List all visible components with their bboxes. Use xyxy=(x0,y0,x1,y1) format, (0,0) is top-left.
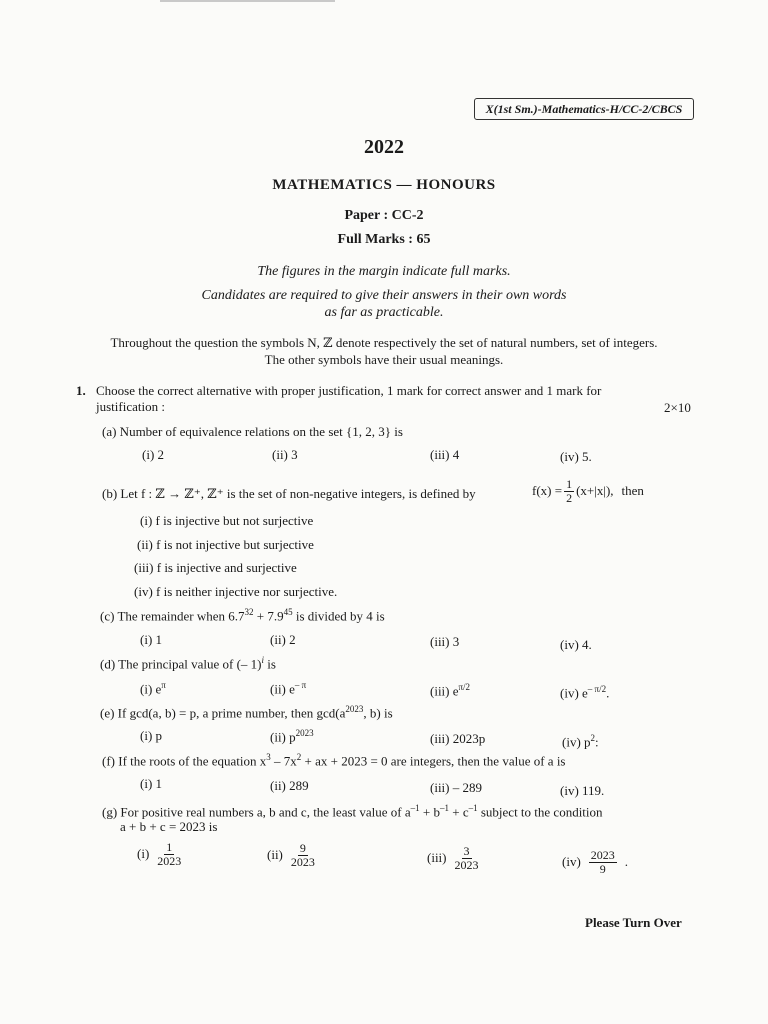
part-e-option-4 xyxy=(562,733,599,750)
part-b-option-4: (iv) f is neither injective nor surjective. xyxy=(134,584,338,599)
part-g-exp2: –1 xyxy=(440,803,449,813)
part-g-option-1-prefix: (i) xyxy=(137,846,150,862)
formula-then: then xyxy=(621,483,644,499)
exam-year: 2022 xyxy=(364,136,404,158)
formula-lhs: f(x) = xyxy=(532,483,563,499)
part-d-option-3-exp: π/2 xyxy=(458,682,471,692)
notation-note-2: The other symbols have their usual meanings. xyxy=(264,352,504,367)
part-g-option-1-num: 1 xyxy=(166,840,173,854)
part-g-option-4 xyxy=(562,849,628,875)
part-e-option-1: (i) p xyxy=(140,728,163,743)
question-stem-line-2: justification : xyxy=(96,399,165,414)
part-b-formula xyxy=(532,478,644,504)
part-c-option-4: (iv) 4. xyxy=(560,637,592,652)
part-g-option-4-num: 2023 xyxy=(590,848,615,862)
part-g-option-4-den: 9 xyxy=(599,861,606,876)
part-e-text xyxy=(100,704,393,721)
part-c-text xyxy=(100,607,385,624)
part-f-text xyxy=(102,752,566,769)
part-g-option-3-fraction xyxy=(455,845,479,871)
part-d-option-4 xyxy=(560,684,609,701)
part-d-option-1-base: (i) e xyxy=(140,681,162,697)
part-e-exp: 2023 xyxy=(345,704,364,714)
part-g-option-2-fraction xyxy=(291,842,315,868)
part-g-option-1-den: 2023 xyxy=(157,853,182,868)
part-e-option-2 xyxy=(270,728,314,745)
part-e-option-2-base: (ii) p xyxy=(270,729,296,745)
instruction-line-2: Candidates are required to give their answers in their own words xyxy=(201,288,567,303)
part-g-option-4-fraction xyxy=(589,849,617,875)
part-g-exp3: –1 xyxy=(468,803,478,813)
part-g-option-3-num: 3 xyxy=(463,844,470,858)
part-g-option-3-prefix: (iii) xyxy=(427,850,447,866)
part-e-option-4-base: (iv) p xyxy=(562,734,591,750)
part-a-option-1: (i) 2 xyxy=(142,447,165,462)
part-c-option-3: (iii) 3 xyxy=(430,634,460,649)
part-d-option-4-tail: . xyxy=(606,685,610,701)
part-g-label-c: + c xyxy=(449,804,469,820)
part-g-text xyxy=(102,803,603,820)
part-a-option-4: (iv) 5. xyxy=(560,449,592,464)
part-f-exp2: 2 xyxy=(296,752,302,762)
part-b-option-2: (ii) f is not injective but surjective xyxy=(137,537,314,552)
part-e-option-2-exp: 2023 xyxy=(295,728,314,738)
part-e-option-3: (iii) 2023p xyxy=(430,731,486,746)
part-g-line-2: a + b + c = 2023 is xyxy=(120,819,218,834)
part-b-option-3: (iii) f is injective and surjective xyxy=(134,560,297,575)
part-a-text: (a) Number of equivalence relations on the set {1, 2, 3} is xyxy=(102,424,403,439)
part-g-option-4-tail: . xyxy=(624,854,629,870)
part-f-option-3: (iii) – 289 xyxy=(430,780,482,795)
part-a-option-3: (iii) 4 xyxy=(430,447,460,462)
paper-label: Paper : CC-2 xyxy=(344,208,424,223)
part-f-label-a: (f) If the roots of the equation x xyxy=(102,753,267,769)
part-c-tail: is divided by 4 is xyxy=(292,608,385,624)
please-turn-over: Please Turn Over xyxy=(585,915,682,930)
part-f-option-1: (i) 1 xyxy=(140,776,163,791)
instruction-line-3: as far as practicable. xyxy=(324,305,444,320)
part-g-exp1: –1 xyxy=(410,803,420,813)
part-d-option-1-exp: π xyxy=(161,680,166,690)
part-g-label-d: subject to the condition xyxy=(477,804,603,820)
part-g-option-2 xyxy=(267,842,315,868)
part-f-label-c: + ax + 2023 = 0 are integers, then the value of a is xyxy=(301,753,566,769)
part-d-text xyxy=(100,655,276,672)
part-g-option-2-prefix: (ii) xyxy=(267,847,283,863)
notation-note-1: Throughout the question the symbols N, ℤ denote respectively the set of natural numbers, set of integers. xyxy=(110,335,658,350)
part-b-text: (b) Let f : ℤ → ℤ⁺, ℤ⁺ is the set of non-negative integers, is defined by xyxy=(102,486,476,501)
part-c-option-1: (i) 1 xyxy=(140,632,163,647)
paper-code: X(1st Sm.)-Mathematics-H/CC-2/CBCS xyxy=(474,98,694,120)
question-stem-line-1: Choose the correct alternative with proper justification, 1 mark for correct answer and 1 mark for xyxy=(96,383,602,398)
formula-denominator: 2 xyxy=(566,490,573,505)
part-c-option-2: (ii) 2 xyxy=(270,632,296,647)
part-d-tail: is xyxy=(264,656,276,672)
part-e-option-4-exp: 2 xyxy=(590,733,596,743)
part-d-option-4-exp: – π/2 xyxy=(587,684,607,694)
part-g-label-b: + b xyxy=(419,804,440,820)
instruction-line-1: The figures in the margin indicate full marks. xyxy=(257,264,511,279)
scan-edge-line xyxy=(160,0,335,2)
part-g-option-1-fraction xyxy=(157,841,181,867)
part-c-exp2: 45 xyxy=(283,607,293,617)
formula-fraction xyxy=(564,478,574,504)
part-f-option-4: (iv) 119. xyxy=(560,783,605,798)
part-d-exp: i xyxy=(261,655,264,665)
part-d-option-3 xyxy=(430,682,470,699)
part-g-option-3 xyxy=(427,845,479,871)
part-d-option-1 xyxy=(140,680,166,697)
part-g-option-4-prefix: (iv) xyxy=(562,854,581,870)
question-number: 1. xyxy=(76,383,86,398)
part-a-option-2: (ii) 3 xyxy=(272,447,298,462)
formula-numerator: 1 xyxy=(566,477,573,491)
part-b-option-1: (i) f is injective but not surjective xyxy=(140,513,314,528)
formula-rhs: (x+|x|), xyxy=(576,483,614,499)
part-d-option-2-base: (ii) e xyxy=(270,681,295,697)
part-d-option-2-exp: – π xyxy=(294,680,307,690)
subject-title: MATHEMATICS — HONOURS xyxy=(272,177,496,193)
part-e-option-4-tail: : xyxy=(595,734,599,750)
part-c-label: (c) The remainder when 6.7 xyxy=(100,608,245,624)
part-g-option-2-num: 9 xyxy=(299,841,306,855)
full-marks: Full Marks : 65 xyxy=(337,232,431,247)
part-d-label: (d) The principal value of (– 1) xyxy=(100,656,262,672)
part-e-tail: , b) is xyxy=(363,705,393,721)
part-f-label-b: – 7x xyxy=(270,753,297,769)
part-g-option-2-den: 2023 xyxy=(290,854,315,869)
part-d-option-3-base: (iii) e xyxy=(430,683,459,699)
part-g-option-3-den: 2023 xyxy=(454,857,479,872)
part-f-option-2: (ii) 289 xyxy=(270,778,309,793)
part-c-exp1: 32 xyxy=(244,607,254,617)
part-f-exp1: 3 xyxy=(266,752,271,762)
part-e-label: (e) If gcd(a, b) = p, a prime number, then gcd(a xyxy=(100,705,346,721)
question-marks: 2×10 xyxy=(664,400,691,415)
part-d-option-2 xyxy=(270,680,306,697)
part-g-option-1 xyxy=(137,841,181,867)
part-g-label-a: (g) For positive real numbers a, b and c, the least value of a xyxy=(102,804,411,820)
part-c-mid: + 7.9 xyxy=(253,608,284,624)
part-d-option-4-base: (iv) e xyxy=(560,685,588,701)
